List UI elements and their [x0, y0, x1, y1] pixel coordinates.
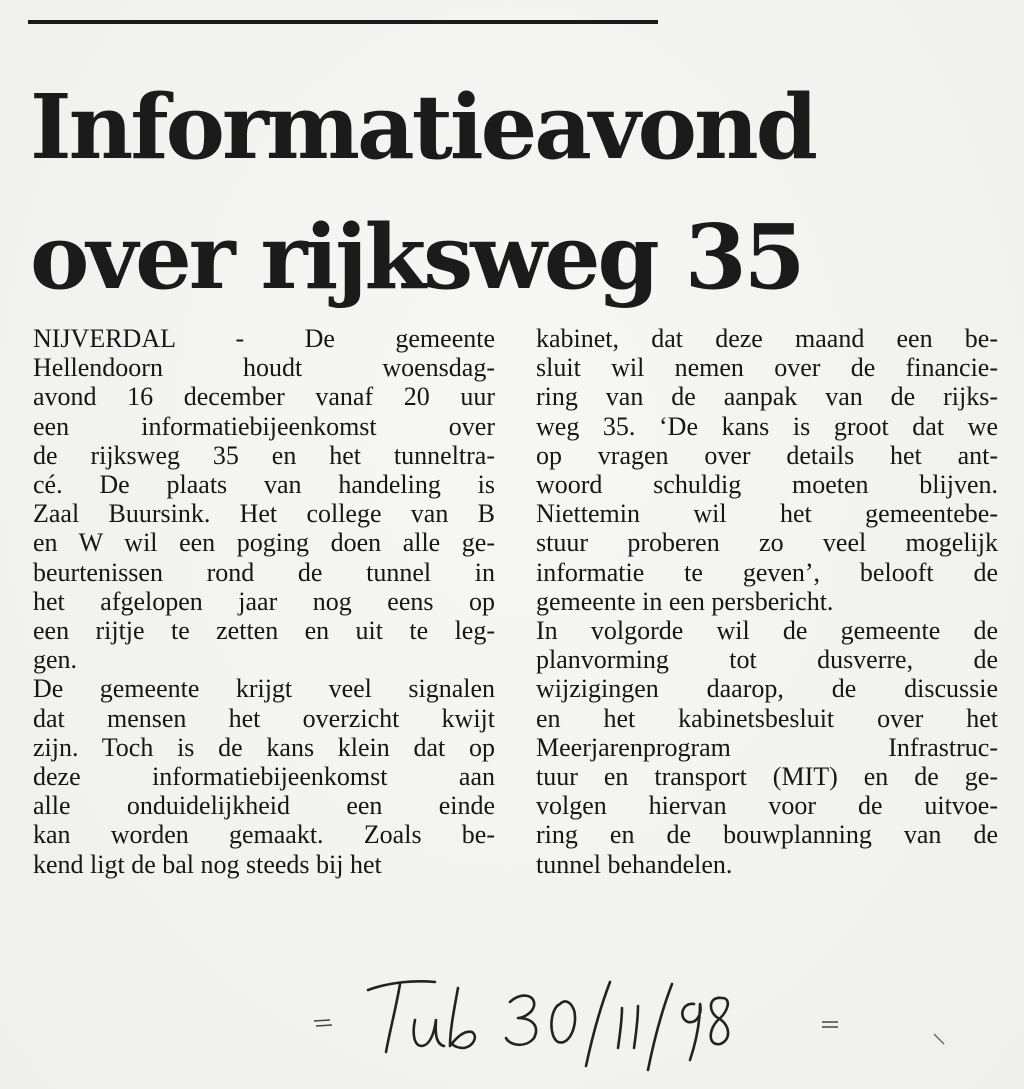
article-line: Hellendoorn houdt woensdag- [33, 353, 495, 383]
article-line: gemeente in een persbericht. [536, 586, 834, 616]
article-line: een informatiebijeenkomst over [33, 411, 495, 441]
article-line: beurtenissen rond de tunnel in [33, 557, 495, 587]
article-line: tunnel behandelen. [536, 849, 733, 879]
article-line: cé. De plaats van handeling is [33, 470, 495, 500]
article-line: de rijksweg 35 en het tunneltra- [33, 440, 495, 470]
scan-mark-icon [818, 1018, 848, 1032]
handwritten-date-note [360, 968, 740, 1078]
headline-line-1: Informatieavond [30, 74, 815, 179]
article-line: avond 16 december vanaf 20 uur [33, 382, 495, 412]
article-line: sluit wil nemen over de financie- [536, 353, 998, 383]
scan-mark-icon [930, 1030, 950, 1050]
article-line: dat mensen het overzicht kwijt [33, 703, 495, 733]
scan-mark-icon [312, 1016, 342, 1030]
article-line: woord schuldig moeten blijven. [536, 470, 998, 500]
article-line: wijzigingen daarop, de discussie [536, 674, 998, 704]
article-column-right [536, 324, 998, 879]
top-rule [28, 20, 658, 24]
article-line: kabinet, dat deze maand een be- [536, 324, 998, 353]
article-line: Meerjarenprogram Infrastruc- [536, 732, 998, 762]
article-line: stuur proberen zo veel mogelijk [536, 528, 998, 558]
article-line: weg 35. ‘De kans is groot dat we [536, 411, 998, 441]
article-line: deze informatiebijeenkomst aan [33, 762, 495, 792]
article-line: ring van de aanpak van de rijks- [536, 382, 998, 412]
article-line: volgen hiervan voor de uitvoe- [536, 791, 998, 821]
article-line: het afgelopen jaar nog eens op [33, 586, 495, 616]
headline [30, 62, 815, 322]
article-line: alle onduidelijkheid een einde [33, 791, 495, 821]
article-line: zijn. Toch is de kans klein dat op [33, 732, 495, 762]
article-line: kan worden gemaakt. Zoals be- [33, 820, 495, 850]
article-line: en W wil een poging doen alle ge- [33, 528, 495, 558]
headline-line-2: over rijksweg 35 [30, 204, 803, 309]
article-line: kend ligt de bal nog steeds bij het [33, 849, 382, 879]
article-line: Niettemin wil het gemeentebe- [536, 499, 998, 529]
article-line: tuur en transport (MIT) en de ge- [536, 762, 998, 792]
article-line: planvorming tot dusverre, de [536, 645, 998, 675]
article-line: NIJVERDAL - De gemeente [33, 324, 495, 353]
article-column-left [33, 324, 495, 879]
article-line: informatie te geven’, belooft de [536, 557, 998, 587]
article-line: een rijtje te zetten en uit te leg- [33, 616, 495, 646]
article-line: Zaal Buursink. Het college van B [33, 499, 495, 529]
article-line: ring en de bouwplanning van de [536, 820, 998, 850]
article-line: De gemeente krijgt veel signalen [33, 674, 495, 704]
article-line: gen. [33, 645, 78, 675]
article-line: In volgorde wil de gemeente de [536, 616, 998, 646]
article-line: op vragen over details het ant- [536, 440, 998, 470]
article-line: en het kabinetsbesluit over het [536, 703, 998, 733]
